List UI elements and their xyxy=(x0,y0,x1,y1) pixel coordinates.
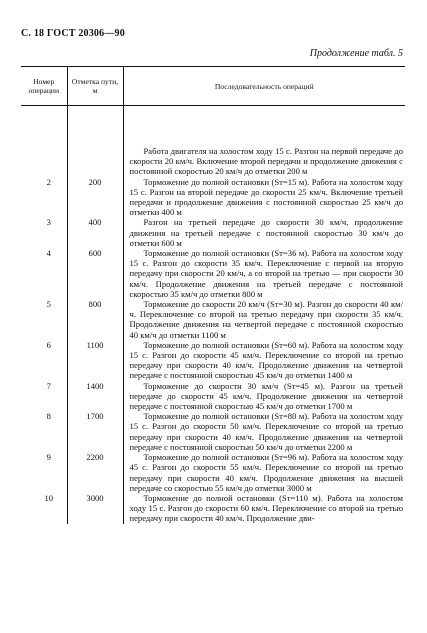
operation-description-cell xyxy=(123,411,405,452)
operation-number xyxy=(21,106,67,177)
table-row xyxy=(21,340,405,381)
operation-description: Работа двигателя на холостом ходу 15 с. Разгон на первой передаче до скорости 20 км/ч. Включение второй передачи и продолжение движения с постоянной скоростью 20 км/ч до отметки 200 м xyxy=(129,146,403,177)
operation-number: 2 xyxy=(46,176,51,187)
operation-description: Торможение до скорости 20 км/ч (Sт=30 м). Разгон до скорости 40 км/ч. Переключение со второй на третью передачу при скорости 35 км/ч. Продолжение движения на четвертой передаче с постоянной скоростью 40 км/ч до отметки 1100 м xyxy=(129,299,403,340)
operation-description: Торможение до полной остановки (Sт=80 м). Работа на холостом ходу 15 с. Разгон до скорости 50 км/ч. Переключение со второй на третью передачу при скорости 40 км/ч. Продолжение движения на четвертой передаче с постоянной скоростью 50 км/ч до отметки 2200 м xyxy=(129,411,403,452)
operation-number: 6 xyxy=(46,339,51,350)
operation-description: Разгон на третьей передаче до скорости 30 км/ч, продолжение движения на третьей передаче с постоянной скоростью 30 км/ч до отметки 600 м xyxy=(129,217,403,248)
operation-number: 8 xyxy=(46,411,51,422)
operation-number: 10 xyxy=(44,492,54,503)
operation-number: 3 xyxy=(46,217,51,228)
operation-description: Торможение до полной остановки (Sт=15 м). Работа на холостом ходу 15 с. Разгон на второй передаче до скорости 25 км/ч. Включение третьей передачи и продолжение движения с постоянной скоростью 25 км/ч до отметки 400 м xyxy=(129,176,403,218)
table-row xyxy=(21,217,405,248)
operation-description: Торможение до скорости 30 км/ч (Sт=45 м). Разгон на третьей передаче до скорости 45 км/ч. Продолжение движения на четвертой передаче с постоянной скоростью 45 км/ч до отметки 1700 м xyxy=(129,380,403,412)
path-mark: 200 xyxy=(67,177,123,218)
path-mark: 600 xyxy=(67,248,123,299)
table-row xyxy=(21,493,405,524)
path-mark: 1400 xyxy=(67,381,123,412)
path-mark: 400 xyxy=(67,217,123,248)
path-mark: 2200 xyxy=(67,452,123,493)
operation-description: Торможение до полной остановки (Sт=110 м). Работа на холостом ходу 15 с. Разгон до скорости 60 км/ч. Переключение со второй на третью передачу при скорости 40 км/ч. Продолжение дви- xyxy=(129,492,403,524)
operation-description-cell xyxy=(123,177,405,218)
operation-description: Торможение до полной остановки (Sт=96 м). Работа на холостом ходу 45 с. Разгон до скорости 55 км/ч. Переключение со второй на третью передачу при скорости 40 км/ч. Продолжение движения на высшей передаче со скоростью 55 км/ч до отметки 3000 м xyxy=(129,452,403,493)
operation-number: 4 xyxy=(46,248,51,259)
table-header-row xyxy=(21,67,405,106)
operation-number: 9 xyxy=(46,452,51,463)
table-row xyxy=(21,411,405,452)
operation-description: Торможение до полной остановки (Sт=36 м). Работа на холостом ходу 15 с. Разгон до скорости 35 км/ч. Переключение с первой на вторую передачу при скорости 20 км/ч, а со второй на третью — при скорости 30 км/ч. Продолжение движения на третьей передаче с постоянной скоростью 35 км/ч до отметки 800 м xyxy=(129,248,403,299)
operation-description-cell xyxy=(123,381,405,412)
table-row xyxy=(21,106,405,177)
column-header-operation-number: Номер операции xyxy=(21,67,67,106)
path-mark xyxy=(67,106,123,177)
operation-description-cell xyxy=(123,217,405,248)
table-row xyxy=(21,299,405,340)
column-header-path-mark: Отметка пути, м xyxy=(67,67,123,106)
page-header-standard: С. 18 ГОСТ 20306—90 xyxy=(21,28,125,39)
operations-table xyxy=(21,66,405,524)
operation-number: 7 xyxy=(46,380,51,391)
path-mark: 3000 xyxy=(67,493,123,524)
table-row xyxy=(21,177,405,218)
column-header-operation-sequence: Последовательность операций xyxy=(123,67,405,106)
operation-description-cell xyxy=(123,493,405,524)
operation-description-cell xyxy=(123,248,405,299)
table-body xyxy=(21,106,405,524)
operation-description-cell xyxy=(123,340,405,381)
operation-description: Торможение до полной остановки (Sт=60 м). Работа на холостом ходу 15 с. Разгон до скорости 45 км/ч. Переключение со второй на третью передачу при скорости 40 км/ч. Продолжение движения на четвертой передаче с постоянной скоростью 45 км/ч до отметки 1400 м xyxy=(129,339,403,381)
path-mark: 1700 xyxy=(67,411,123,452)
operation-description-cell xyxy=(123,299,405,340)
path-mark: 1100 xyxy=(67,340,123,381)
table-continuation-caption: Продолжение табл. 5 xyxy=(309,48,403,59)
table-row xyxy=(21,452,405,493)
table-row xyxy=(21,381,405,412)
path-mark: 800 xyxy=(67,299,123,340)
operation-number: 5 xyxy=(46,299,51,310)
table-row xyxy=(21,248,405,299)
operation-description-cell xyxy=(123,106,405,177)
operation-description-cell xyxy=(123,452,405,493)
